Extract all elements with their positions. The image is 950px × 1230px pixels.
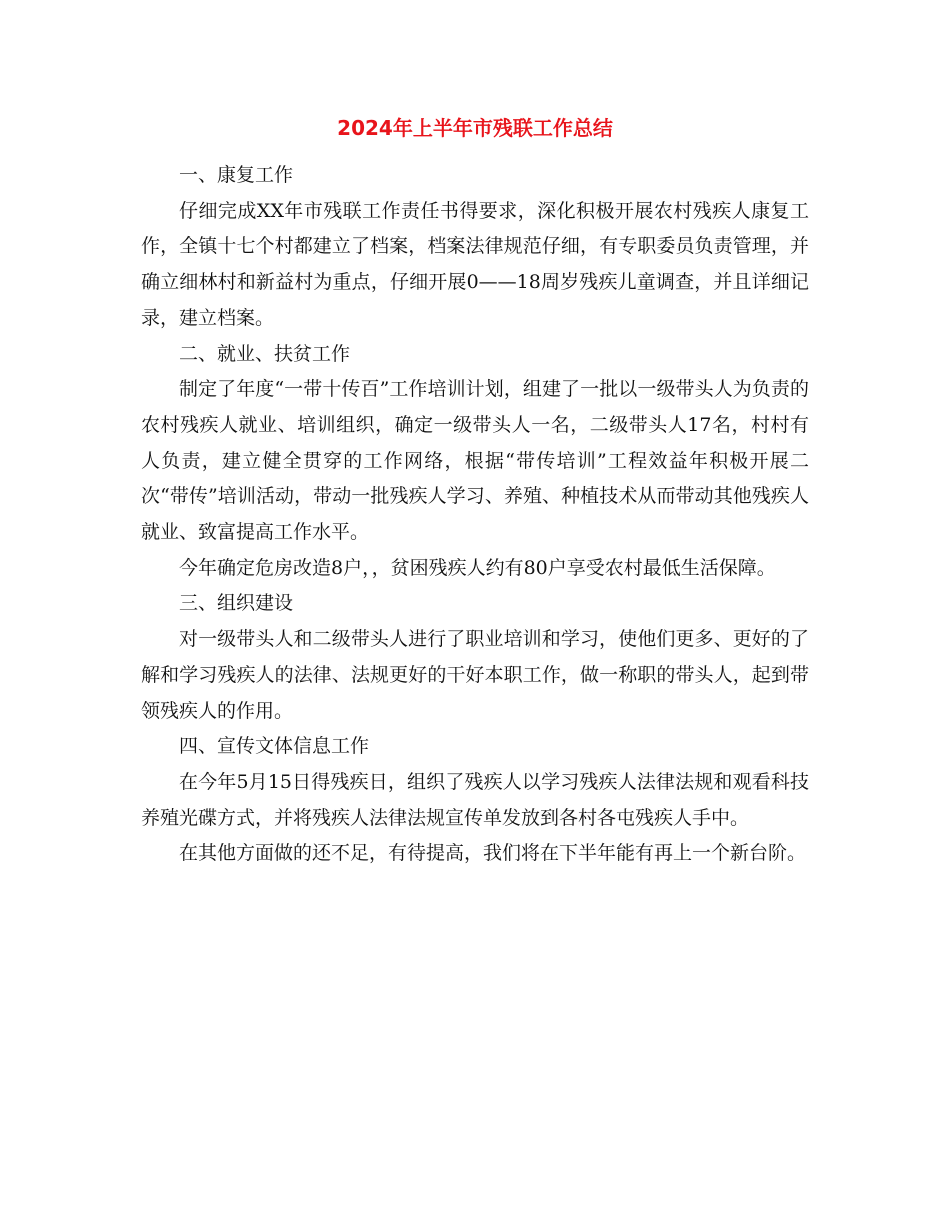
- section-heading-employment: 二、就业、扶贫工作: [179, 342, 351, 365]
- paragraph-publicity: 在今年5月15日得残疾日，组织了残疾人以学习残疾人法律法规和观看科技养殖光碟方式，并将残疾人法律法规宣传单发放到各村各屯残疾人手中。: [141, 770, 809, 829]
- paragraph-organization: 对一级带头人和二级带头人进行了职业培训和学习，使他们更多、更好的了解和学习残疾人的法律、法规更好的干好本职工作，做一称职的带头人，起到带领残疾人的作用。: [141, 628, 809, 722]
- paragraph-employment: 制定了年度“一带十传百”工作培训计划，组建了一批以一级带头人为负责的农村残疾人就业、培训组织，确定一级带头人一名，二级带头人17名，村村有人负责，建立健全贯穿的工作网络，根据“带传培训”工程效益年积极开展二次“带传”培训活动，带动一批残疾人学习、养殖、种植技术从而带动其他残疾人就业、致富提高工作水平。: [141, 378, 809, 544]
- paragraph-conclusion: 在其他方面做的还不足，有待提高，我们将在下半年能有再上一个新台阶。: [179, 842, 807, 865]
- paragraph-housing: 今年确定危房改造8户，，贫困残疾人约有80户享受农村最低生活保障。: [179, 556, 776, 579]
- section-heading-organization: 三、组织建设: [179, 592, 294, 615]
- paragraph-rehabilitation: 仔细完成XX年市残联工作责任书得要求，深化积极开展农村残疾人康复工作，全镇十七个村都建立了档案，档案法律规范仔细，有专职委员负责管理，并确立细林村和新益村为重点，仔细开展0——18周岁残疾儿童调查，并且详细记录，建立档案。: [141, 199, 809, 329]
- document-title: 2024年上半年市残联工作总结: [337, 116, 613, 140]
- section-heading-publicity: 四、宣传文体信息工作: [179, 735, 370, 758]
- document-body: [141, 158, 809, 872]
- section-heading-rehabilitation: 一、康复工作: [179, 164, 294, 186]
